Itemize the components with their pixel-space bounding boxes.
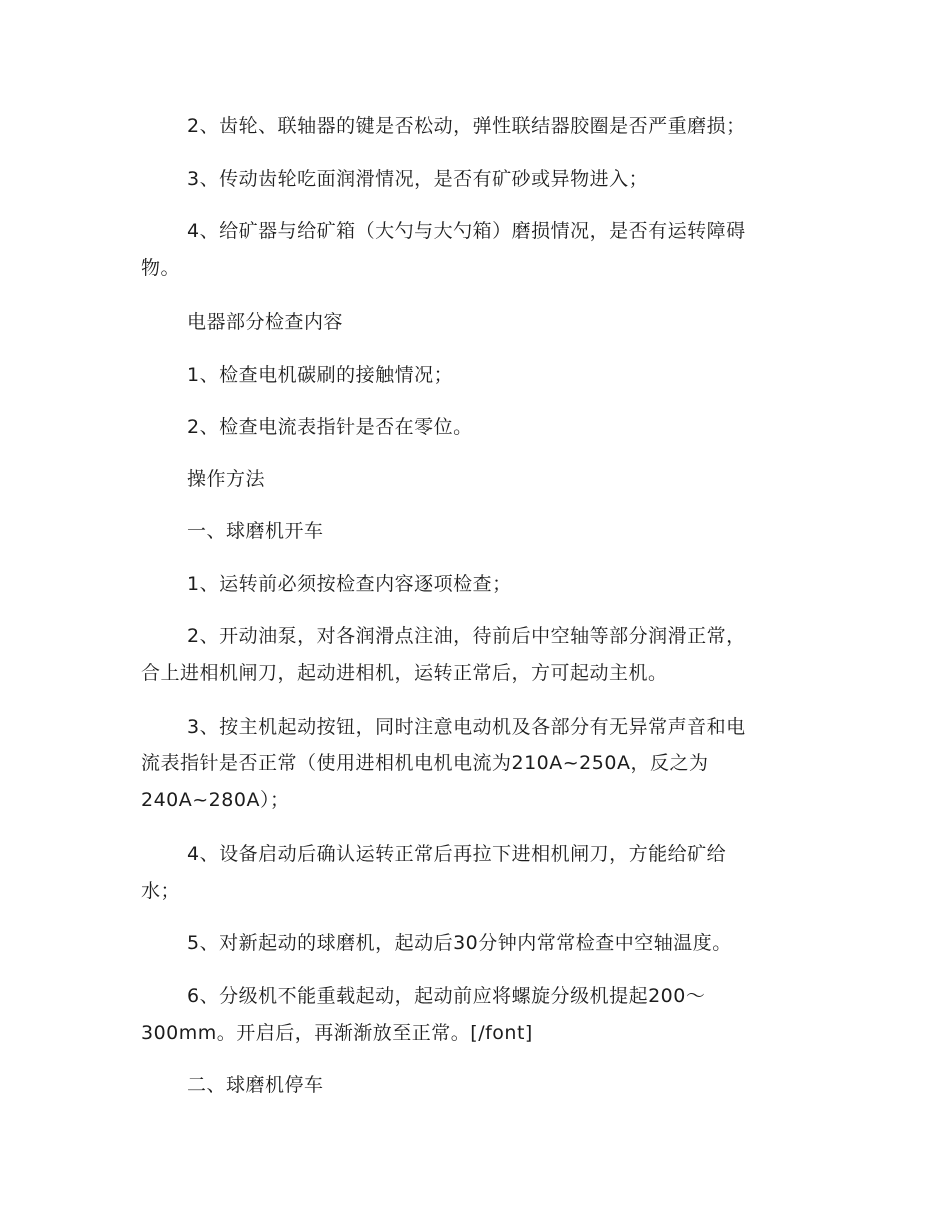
- paragraph-line: 1、检查电机碳刷的接触情况；: [187, 364, 454, 386]
- paragraph-line: 3、按主机起动按钮，同时注意电动机及各部分有无异常声音和电: [187, 716, 746, 738]
- paragraph-line: 合上进相机闸刀，起动进相机，运转正常后，方可起动主机。: [141, 662, 668, 684]
- paragraph-line: 4、设备启动后确认运转正常后再拉下进相机闸刀，方能给矿给: [187, 843, 727, 865]
- paragraph-line: 1、运转前必须按检查内容逐项检查；: [187, 573, 512, 595]
- section-heading: 操作方法: [187, 468, 266, 490]
- paragraph-line: 物。: [141, 257, 181, 279]
- paragraph-line: 5、对新起动的球磨机，起动后30分钟内常常检查中空轴温度。: [187, 932, 732, 954]
- paragraph-line: 240A~280A）；: [141, 789, 290, 811]
- paragraph-line: 6、分级机不能重载起动，起动前应将螺旋分级机提起200～: [187, 985, 706, 1007]
- paragraph-line: 2、检查电流表指针是否在零位。: [187, 416, 473, 438]
- section-heading: 一、球磨机开车: [187, 520, 324, 542]
- paragraph-line: 300mm。开启后，再渐渐放至正常。[/font]: [141, 1022, 533, 1044]
- paragraph-line: 3、传动齿轮吃面润滑情况，是否有矿砂或异物进入；: [187, 168, 649, 190]
- paragraph-line: 2、开动油泵，对各润滑点注油，待前后中空轴等部分润滑正常，: [187, 625, 746, 647]
- paragraph-line: 水；: [141, 880, 181, 902]
- section-heading: 二、球磨机停车: [187, 1074, 324, 1096]
- paragraph-line: 流表指针是否正常（使用进相机电机电流为210A~250A，反之为: [141, 752, 709, 774]
- paragraph-line: 2、齿轮、联轴器的键是否松动，弹性联结器胶圈是否严重磨损；: [187, 115, 746, 137]
- section-heading: 电器部分检查内容: [187, 311, 344, 333]
- paragraph-line: 4、给矿器与给矿箱（大勺与大勺箱）磨损情况，是否有运转障碍: [187, 220, 746, 242]
